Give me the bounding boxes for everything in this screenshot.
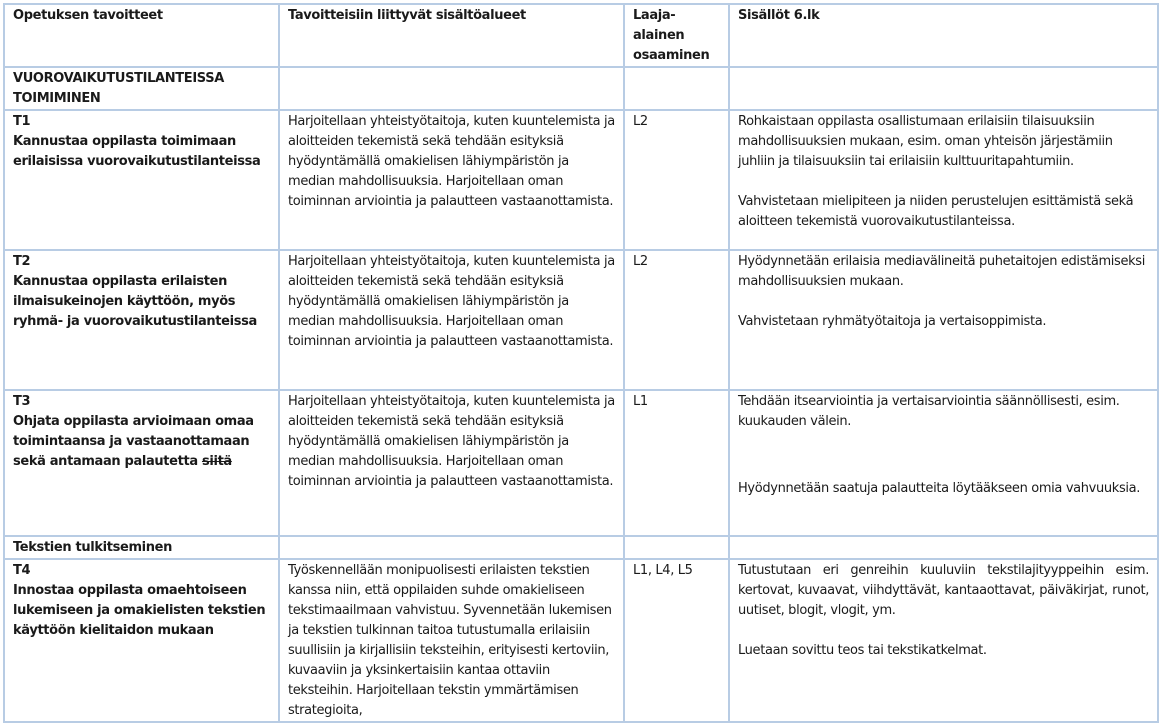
contents-paragraph: Hyödynnetään erilaisia mediavälineitä puhetaitojen edistämiseksi mahdollisuuksien mukaan. — [738, 254, 1145, 289]
empty-cell — [624, 536, 729, 559]
empty-cell — [624, 67, 729, 110]
section-title-cell — [4, 67, 279, 110]
goal-cell — [4, 390, 279, 536]
goal-code: T1 — [13, 114, 31, 129]
content-area-cell: Työskennellään monipuolisesti erilaisten tekstien kanssa niin, että oppilaiden suhde omakieliseen tekstimaailmaan vahvistuu. Syvennetään lukemisen ja tekstien tulkinnan taitoa tutustumalla erilaisiin suullisiin ja kirjallisiin teksteihin, erityisesti kertoviin, kuvaaviin ja yksinkertaisiin kantaa ottaviin teksteihin. Harjoitellaan tekstin ymmärtämisen strategioita, — [279, 559, 624, 722]
table-row-goal-t4 — [4, 559, 1158, 722]
curriculum-table — [3, 3, 1159, 723]
contents-paragraph: Hyödynnetään saatuja palautteita löytääkseen omia vahvuuksia. — [738, 481, 1141, 496]
empty-cell — [279, 67, 624, 110]
contents-cell — [729, 250, 1158, 390]
contents-cell — [729, 559, 1158, 722]
empty-cell — [729, 536, 1158, 559]
goal-text-struck: siitä — [201, 454, 232, 469]
section-title: Tekstien tulkitseminen — [13, 540, 173, 555]
goal-code: T2 — [13, 254, 31, 269]
content-area-cell: Harjoitellaan yhteistyötaitoja, kuten kuuntelemista ja aloitteiden tekemistä sekä tehdään esityksiä hyödyntämällä omakielisen lähiympäristön ja median mahdollisuuksia. Harjoitellaan oman toiminnan arviointia ja palautteen vastaanottamista. — [279, 110, 624, 250]
section-title-line-1: VUOROVAIKUTUSTILANTEISSA — [13, 71, 224, 86]
goal-text: Innostaa oppilasta omaehtoiseen lukemiseen ja omakielisten tekstien käyttöön kielitaidon mukaan — [13, 583, 266, 638]
header-content-areas: Tavoitteisiin liittyvät sisältöalueet — [279, 4, 624, 67]
header-laaja-line-3: osaaminen — [633, 48, 710, 63]
table-header-row — [4, 4, 1158, 67]
table-row-goal-t2 — [4, 250, 1158, 390]
goal-cell — [4, 559, 279, 722]
section-title-cell — [4, 536, 279, 559]
goal-text — [13, 412, 270, 472]
competence-cell: L1, L4, L5 — [624, 559, 729, 722]
header-teaching-goals: Opetuksen tavoitteet — [4, 4, 279, 67]
goal-text-main: Ohjata oppilasta arvioimaan omaa toimintaansa ja vastaanottamaan sekä antamaan palautetta — [13, 414, 254, 469]
competence-cell: L1 — [624, 390, 729, 536]
competence-cell: L2 — [624, 110, 729, 250]
content-area-cell: Harjoitellaan yhteistyötaitoja, kuten kuuntelemista ja aloitteiden tekemistä sekä tehdään esityksiä hyödyntämällä omakielisen lähiympäristön ja median mahdollisuuksia. Harjoitellaan oman toiminnan arviointia ja palautteen vastaanottamista. — [279, 390, 624, 536]
goal-code: T3 — [13, 394, 31, 409]
header-laaja-line-2: alainen — [633, 28, 685, 43]
goal-cell — [4, 250, 279, 390]
contents-paragraph: Luetaan sovittu teos tai tekstikatkelmat. — [738, 643, 987, 658]
contents-cell — [729, 390, 1158, 536]
table-row-goal-t3 — [4, 390, 1158, 536]
section-row — [4, 67, 1158, 110]
table-row-goal-t1 — [4, 110, 1158, 250]
header-contents-grade-6: Sisällöt 6.lk — [729, 4, 1158, 67]
empty-cell — [729, 67, 1158, 110]
contents-paragraph: Vahvistetaan ryhmätyötaitoja ja vertaisoppimista. — [738, 314, 1047, 329]
goal-text: Kannustaa oppilasta toimimaan erilaisissa vuorovaikutustilanteissa — [13, 134, 261, 169]
goal-cell — [4, 110, 279, 250]
contents-paragraph: Rohkaistaan oppilasta osallistumaan erilaisiin tilaisuuksiin mahdollisuuksien mukaan, esim. oman yhteisön järjestämiin juhliin ja tilaisuuksiin tai erilaisiin kulttuuritapahtumiin. — [738, 114, 1113, 169]
goal-text: Kannustaa oppilasta erilaisten ilmaisukeinojen käyttöön, myös ryhmä- ja vuorovaikutustilanteissa — [13, 274, 257, 329]
contents-paragraph: Vahvistetaan mielipiteen ja niiden perustelujen esittämistä sekä aloitteen tekemistä vuorovaikutustilanteissa. — [738, 194, 1134, 229]
section-row — [4, 536, 1158, 559]
empty-cell — [279, 536, 624, 559]
section-title-line-2: TOIMIMINEN — [13, 91, 101, 106]
contents-cell — [729, 110, 1158, 250]
contents-paragraph: Tehdään itsearviointia ja vertaisarviointia säännöllisesti, esim. kuukauden välein. — [738, 394, 1120, 429]
contents-paragraph: Tutustutaan eri genreihin kuuluviin tekstilajityyppeihin esim. kertovat, kuvaavat, viihdyttävät, kantaaottavat, päiväkirjat, runot, uutiset, blogit, vlogit, ym. — [738, 563, 1149, 618]
competence-cell: L2 — [624, 250, 729, 390]
header-transversal-competence — [624, 4, 729, 67]
header-laaja-line-1: Laaja- — [633, 8, 676, 23]
goal-code: T4 — [13, 563, 31, 578]
content-area-cell: Harjoitellaan yhteistyötaitoja, kuten kuuntelemista ja aloitteiden tekemistä sekä tehdään esityksiä hyödyntämällä omakielisen lähiympäristön ja median mahdollisuuksia. Harjoitellaan oman toiminnan arviointia ja palautteen vastaanottamista. — [279, 250, 624, 390]
